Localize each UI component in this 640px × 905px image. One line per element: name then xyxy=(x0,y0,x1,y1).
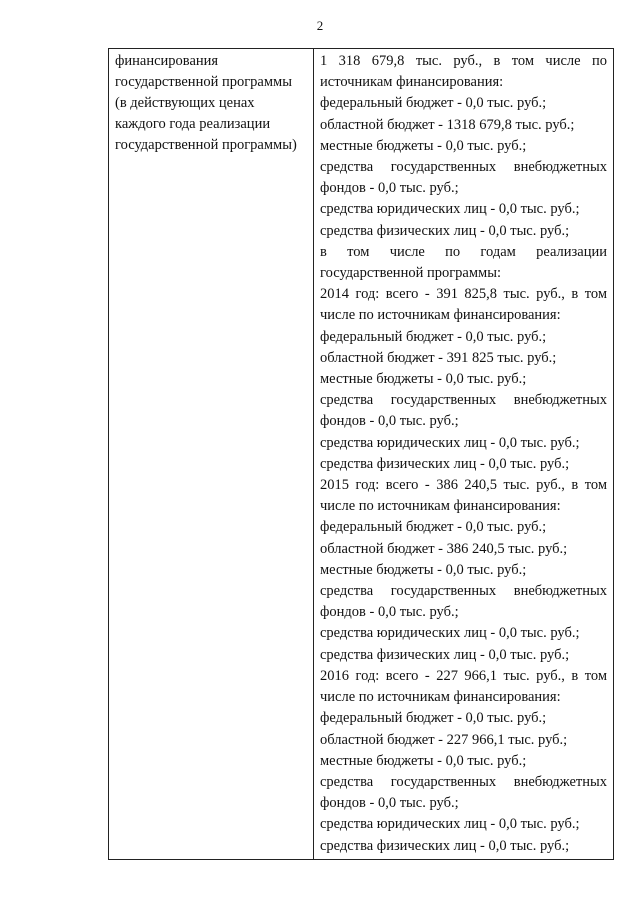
financing-line: средства физических лиц - 0,0 тыс. руб.; xyxy=(320,455,570,472)
financing-line: средства юридических лиц - 0,0 тыс. руб.; xyxy=(320,625,580,642)
financing-line: числе по источникам финансирования: xyxy=(320,307,561,324)
left-cell-line: каждого года реализации xyxy=(115,116,271,132)
financing-line: областной бюджет - 386 240,5 тыс. руб.; xyxy=(320,540,568,557)
financing-line: государственной программы: xyxy=(320,265,501,282)
financing-line: средства физических лиц - 0,0 тыс. руб.; xyxy=(320,837,570,854)
financing-line: средства государственных внебюджетных xyxy=(320,392,607,409)
financing-line: местные бюджеты - 0,0 тыс. руб.; xyxy=(320,752,527,769)
financing-line: средства юридических лиц - 0,0 тыс. руб.; xyxy=(320,434,580,451)
financing-line: средства физических лиц - 0,0 тыс. руб.; xyxy=(320,646,570,663)
financing-line: фондов - 0,0 тыс. руб.; xyxy=(320,413,459,430)
left-cell-line: государственной программы) xyxy=(115,137,297,153)
financing-line: числе по источникам финансирования: xyxy=(320,498,561,515)
financing-line: в том числе по годам реализации xyxy=(320,243,607,260)
financing-line: федеральный бюджет - 0,0 тыс. руб.; xyxy=(320,95,547,112)
financing-line: 2015 год: всего - 386 240,5 тыс. руб., в том xyxy=(320,477,607,494)
left-cell-line: (в действующих ценах xyxy=(115,95,255,111)
financing-line: числе по источникам финансирования: xyxy=(320,689,561,706)
financing-line: источникам финансирования: xyxy=(320,74,504,91)
financing-line: средства юридических лиц - 0,0 тыс. руб.; xyxy=(320,816,580,833)
table-row xyxy=(109,49,614,860)
financing-line: средства юридических лиц - 0,0 тыс. руб.; xyxy=(320,201,580,218)
financing-line: областной бюджет - 1318 679,8 тыс. руб.; xyxy=(320,116,575,133)
financing-line: областной бюджет - 227 966,1 тыс. руб.; xyxy=(320,731,568,748)
financing-line: средства государственных внебюджетных xyxy=(320,773,607,790)
financing-line: областной бюджет - 391 825 тыс. руб.; xyxy=(320,349,557,366)
right-cell-lines xyxy=(320,51,607,857)
left-cell-lines xyxy=(115,51,307,156)
financing-line: 2016 год: всего - 227 966,1 тыс. руб., в том xyxy=(320,667,607,684)
program-passport-table xyxy=(108,48,614,860)
financing-line: федеральный бюджет - 0,0 тыс. руб.; xyxy=(320,519,547,536)
financing-line: федеральный бюджет - 0,0 тыс. руб.; xyxy=(320,710,547,727)
right-cell-financing xyxy=(314,49,614,860)
financing-line: фондов - 0,0 тыс. руб.; xyxy=(320,180,459,197)
financing-line: средства государственных внебюджетных xyxy=(320,583,607,600)
financing-line: средства государственных внебюджетных xyxy=(320,159,607,176)
financing-line: федеральный бюджет - 0,0 тыс. руб.; xyxy=(320,328,547,345)
financing-line: фондов - 0,0 тыс. руб.; xyxy=(320,604,459,621)
left-cell-label xyxy=(109,49,314,860)
financing-line: местные бюджеты - 0,0 тыс. руб.; xyxy=(320,561,527,578)
left-cell-line: государственной программы xyxy=(115,74,292,90)
financing-line: местные бюджеты - 0,0 тыс. руб.; xyxy=(320,371,527,388)
page-number: 2 xyxy=(316,18,324,33)
financing-line: 1 318 679,8 тыс. руб., в том числе по xyxy=(320,53,607,69)
left-cell-line: финансирования xyxy=(115,53,219,69)
financing-line: средства физических лиц - 0,0 тыс. руб.; xyxy=(320,222,570,239)
financing-line: местные бюджеты - 0,0 тыс. руб.; xyxy=(320,137,527,154)
financing-line: 2014 год: всего - 391 825,8 тыс. руб., в том xyxy=(320,286,607,303)
financing-line: фондов - 0,0 тыс. руб.; xyxy=(320,795,459,812)
